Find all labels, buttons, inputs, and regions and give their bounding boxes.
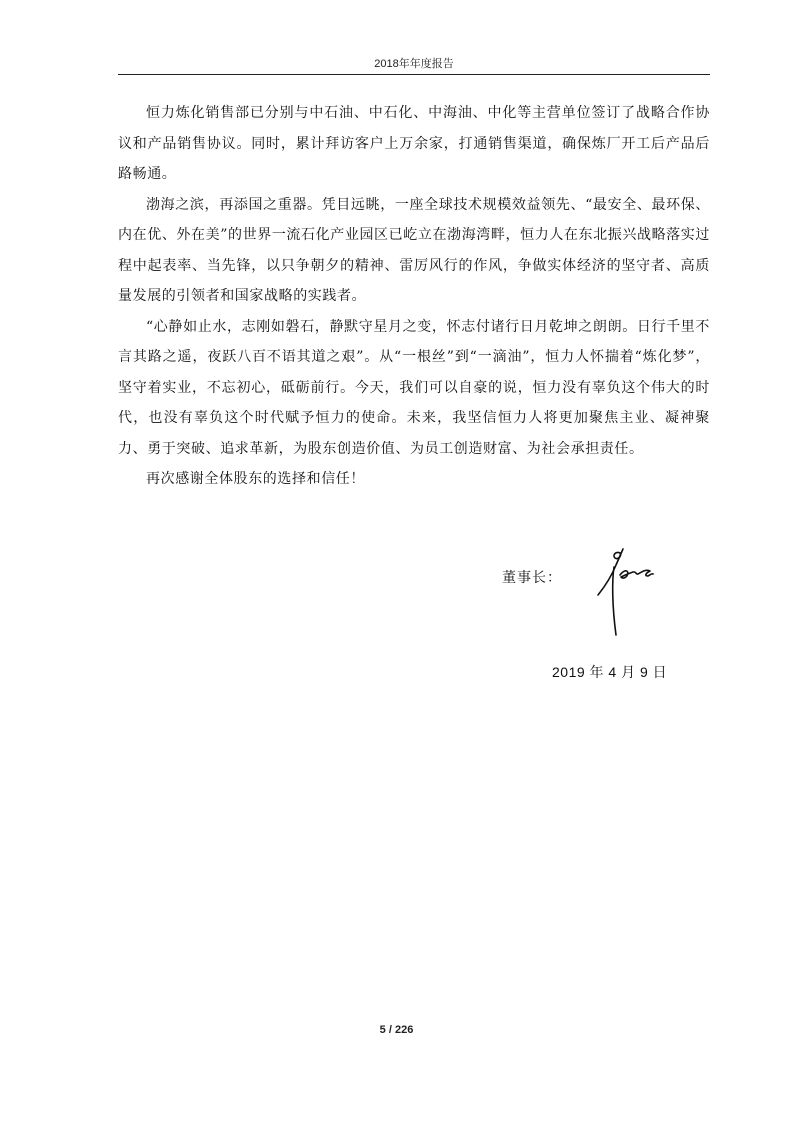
- page-number: 5 / 226: [379, 1024, 414, 1036]
- paragraph-vision: “心静如止水，志刚如磐石，静默守星月之变，怀志付诸行日月乾坤之朗朗。日行千里不言其路之遥，夜跃八百不语其道之艰”。从“一根丝”到“一滴油”，恒力人怀揣着“炼化梦”，坚守着实业，不忘初心，砥砺前行。今天，我们可以自豪的说，恒力没有辜负这个伟大的时代，也没有辜负这个时代赋予恒力的使命。未来，我坚信恒力人将更加聚焦主业、凝神聚力、勇于突破、追求革新，为股东创造价值、为员工创造财富、为社会承担责任。: [118, 318, 710, 457]
- letter-body: [118, 98, 710, 495]
- paragraph-thanks: 再次感谢全体股东的选择和信任！: [146, 471, 365, 487]
- header-divider: [118, 74, 710, 75]
- document-header: 2018年年度报告: [374, 58, 454, 70]
- paragraph-sales-agreements: 恒力炼化销售部已分别与中石油、中石化、中海油、中化等主营单位签订了战略合作协议和产品销售协议。同时，累计拜访客户上万余家，打通销售渠道，确保炼厂开工后产品后路畅通。: [118, 105, 710, 182]
- signature-date: 2019 年 4 月 9 日: [552, 664, 668, 680]
- chairman-label: 董事长：: [502, 570, 562, 586]
- handwritten-signature: [590, 545, 660, 640]
- paragraph-bohai-park: 渤海之滨，再添国之重器。凭目远眺，一座全球技术规模效益领先、“最安全、最环保、内在优、外在美”的世界一流石化产业园区已屹立在渤海湾畔，恒力人在东北振兴战略落实过程中起表率、当先锋，以只争朝夕的精神、雷厉风行的作风，争做实体经济的坚守者、高质量发展的引领者和国家战略的实践者。: [118, 196, 710, 304]
